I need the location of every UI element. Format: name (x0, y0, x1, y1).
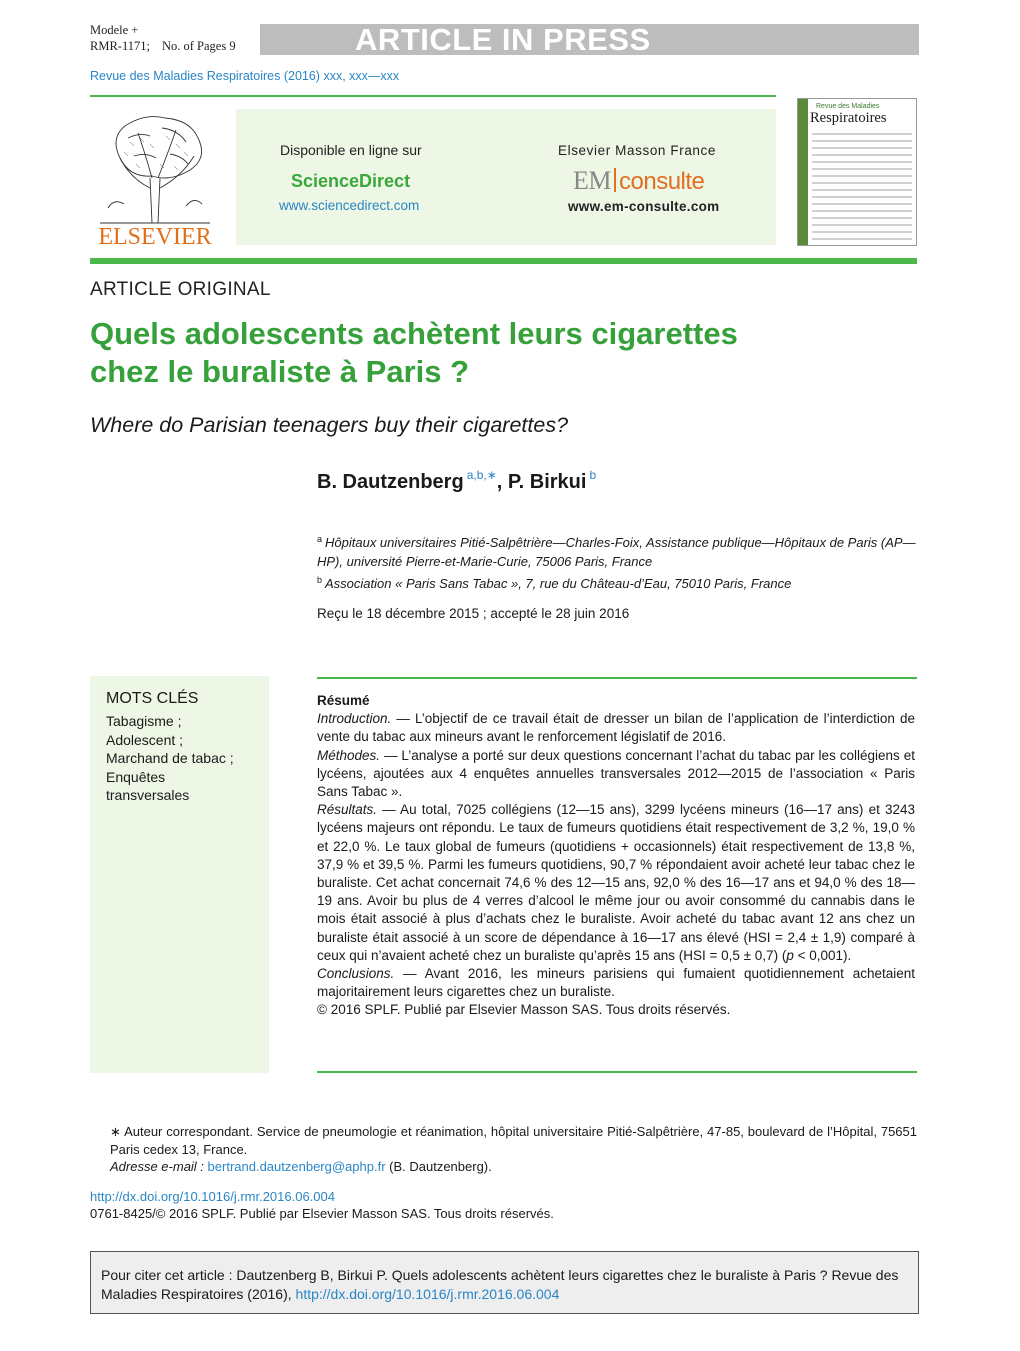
cover-toc-lines (812, 133, 912, 245)
issn-copyright: 0761-8425/© 2016 SPLF. Publié par Elsevier Masson SAS. Tous droits réservés. (90, 1206, 554, 1221)
article-title-line2: chez le buraliste à Paris ? (90, 354, 470, 389)
methods-text: — L’analyse a porté sur deux questions concernant l’achat du tabac par les collégiens et lycéens, ajoutées aux 4 enquêtes annuelles transversales 2012—2015 de l’association « Paris Sans Tabac ». (317, 747, 915, 800)
author-1-affiliations[interactable]: a,b,∗ (466, 468, 497, 482)
keyword-item: Adolescent ; (106, 731, 184, 748)
citation-text: Pour citer cet article : Dautzenberg B, Birkui P. Quels adolescents achètent leurs cigarettes chez le buraliste à Paris ? Revue des Maladies Respiratoires (2016), (101, 1267, 899, 1302)
results-text-1: — Au total, 7025 collégiens (12—15 ans), 3299 lycéens mineurs (16—17 ans) et 3243 lycéens majeurs ont répondu. Le taux de fumeurs quotidiens était respectivement de 3,2 %, 19,0 % et 22,0 %. Le taux global de fumeurs (quotidiens + occasionnels) était respectivement de 13,8 %, 37,9 % et 39,5 %. Parmi les fumeurs quotidiens, 90,7 % répondaient avoir acheté leur tabac chez le buraliste. Cet achat concernait 74,6 % des 12—15 ans, 92,0 % des 16—17 ans et 94,0 % des 18—19 ans. Avoir bu plus de 4 verres d’alcool le même jour ou avoir consommé du cannabis dans le mois était associé à plus d’achats chez le buraliste. Avoir acheté du tabac avant 12 ans chez un buraliste était associé à un score de dépendance à 16—17 ans élevé (HSI = 2,4 ± 1,9) comparé à ceux qui n’avaient acheté chez un buraliste qu’après 15 ans (HSI = 0,5 ± 0,7) ( (317, 802, 915, 963)
keyword-item: Enquêtes (106, 768, 166, 785)
affiliation-b-text: Association « Paris Sans Tabac », 7, rue du Château-d’Eau, 75010 Paris, France (325, 576, 792, 591)
em-logo-consulte: consulte (619, 168, 705, 195)
email-link[interactable]: bertrand.dautzenberg@aphp.fr (207, 1159, 386, 1174)
abstract-conclusions (317, 965, 915, 1001)
page-count: No. of Pages 9 (161, 39, 236, 53)
email-name: (B. Dautzenberg). (385, 1159, 492, 1174)
author-2-affiliations[interactable]: b (589, 468, 597, 482)
em-logo-divider (614, 168, 616, 192)
footnote-corresponding (90, 1123, 917, 1158)
conclusions-text: — Avant 2016, les mineurs parisiens qui fumaient quotidiennement achetaient majoritairement leurs cigarettes chez un buraliste. (317, 966, 915, 1000)
doi-link[interactable]: http://dx.doi.org/10.1016/j.rmr.2016.06.004 (90, 1189, 336, 1204)
em-logo-em: EM (573, 166, 611, 195)
journal-reference-link[interactable]: Revue des Maladies Respiratoires (2016) xxx, xxx—xxx (90, 69, 400, 83)
article-in-press-label: ARTICLE IN PRESS (355, 22, 651, 57)
abstract-introduction (317, 710, 915, 746)
footnote-email (90, 1158, 917, 1176)
abstract-bottom-rule (317, 1071, 917, 1073)
ref-code: RMR-1171; (90, 39, 150, 53)
keyword-item: Marchand de tabac ; (106, 750, 234, 766)
elsevier-logo-text: ELSEVIER (98, 224, 212, 248)
cover-title: Respiratoires (810, 110, 887, 126)
citation-box (90, 1251, 919, 1314)
cover-spine (798, 99, 808, 245)
article-title (90, 315, 850, 391)
banner-bottom-rule (90, 258, 917, 264)
article-subtitle: Where do Parisian teenagers buy their cigarettes? (90, 413, 569, 437)
results-p: p (786, 947, 794, 963)
em-consulte-logo[interactable] (573, 166, 704, 196)
affiliation-b (317, 571, 917, 593)
intro-text: — L’objectif de ce travail était de dresser un bilan de l’application de l’interdiction de vente du tabac aux mineurs avant le renforcement législatif de 2016. (317, 711, 915, 745)
available-online-label: Disponible en ligne sur (280, 142, 422, 158)
results-label: Résultats. (317, 802, 378, 818)
corresponding-author-footnote (90, 1123, 917, 1176)
footnote-corresponding-text: Auteur correspondant. Service de pneumologie et réanimation, hôpital universitaire Pitié-Salpêtrière, 47-85, boulevard de l’Hôpital, 75651 Paris cedex 13, France. (110, 1124, 917, 1157)
keyword-item: Tabagisme ; (106, 713, 182, 729)
article-title-line1: Quels adolescents achètent leurs cigarettes (90, 316, 738, 351)
author-1[interactable]: B. Dautzenberg (317, 471, 464, 493)
modele-label: Modele + (90, 23, 139, 37)
conclusions-label: Conclusions. (317, 966, 395, 982)
header-row2 (90, 38, 248, 54)
banner-top-rule (90, 95, 776, 97)
abstract (317, 692, 915, 1020)
affiliation-b-marker: b (317, 575, 323, 585)
article-type: ARTICLE ORIGINAL (90, 279, 271, 300)
keywords-title: MOTS CLÉS (106, 690, 199, 707)
author-separator: , (496, 471, 508, 493)
journal-cover-thumbnail[interactable] (797, 98, 917, 246)
affiliation-a-text: Hôpitaux universitaires Pitié-Salpêtrière—Charles-Foix, Assistance publique—Hôpitaux de Paris (AP—HP), université Pierre-et-Marie-Curie, 75006 Paris, France (317, 535, 916, 569)
intro-label: Introduction. (317, 711, 392, 727)
affiliations (317, 530, 917, 593)
elsevier-masson-label: Elsevier Masson France (558, 143, 717, 158)
sciencedirect-link[interactable]: www.sciencedirect.com (279, 198, 420, 213)
results-text-2: < 0,001). (793, 947, 852, 963)
affiliation-a (317, 530, 917, 571)
keywords-box (90, 676, 269, 1073)
header-meta (90, 22, 248, 54)
abstract-top-rule (317, 677, 917, 679)
em-consulte-link[interactable]: www.em-consulte.com (568, 199, 720, 214)
elsevier-tree-logo[interactable] (90, 108, 220, 248)
abstract-methods (317, 747, 915, 802)
methods-label: Méthodes. (317, 747, 381, 763)
sciencedirect-logo[interactable]: ScienceDirect (291, 171, 411, 191)
footnote-star: ∗ (110, 1124, 121, 1139)
abstract-copyright: © 2016 SPLF. Publié par Elsevier Masson SAS. Tous droits réservés. (317, 1002, 731, 1018)
abstract-heading: Résumé (317, 693, 370, 708)
email-label: Adresse e-mail : (110, 1159, 204, 1174)
affiliation-a-marker: a (317, 534, 323, 544)
abstract-results (317, 801, 915, 965)
citation-doi-link[interactable]: http://dx.doi.org/10.1016/j.rmr.2016.06.004 (295, 1286, 560, 1302)
keyword-item: transversales (106, 787, 190, 803)
cover-title-small: Revue des Maladies (816, 103, 880, 110)
author-2[interactable]: P. Birkui (507, 471, 587, 493)
received-accepted-dates: Reçu le 18 décembre 2015 ; accepté le 28 juin 2016 (317, 606, 630, 621)
author-list (317, 468, 596, 494)
